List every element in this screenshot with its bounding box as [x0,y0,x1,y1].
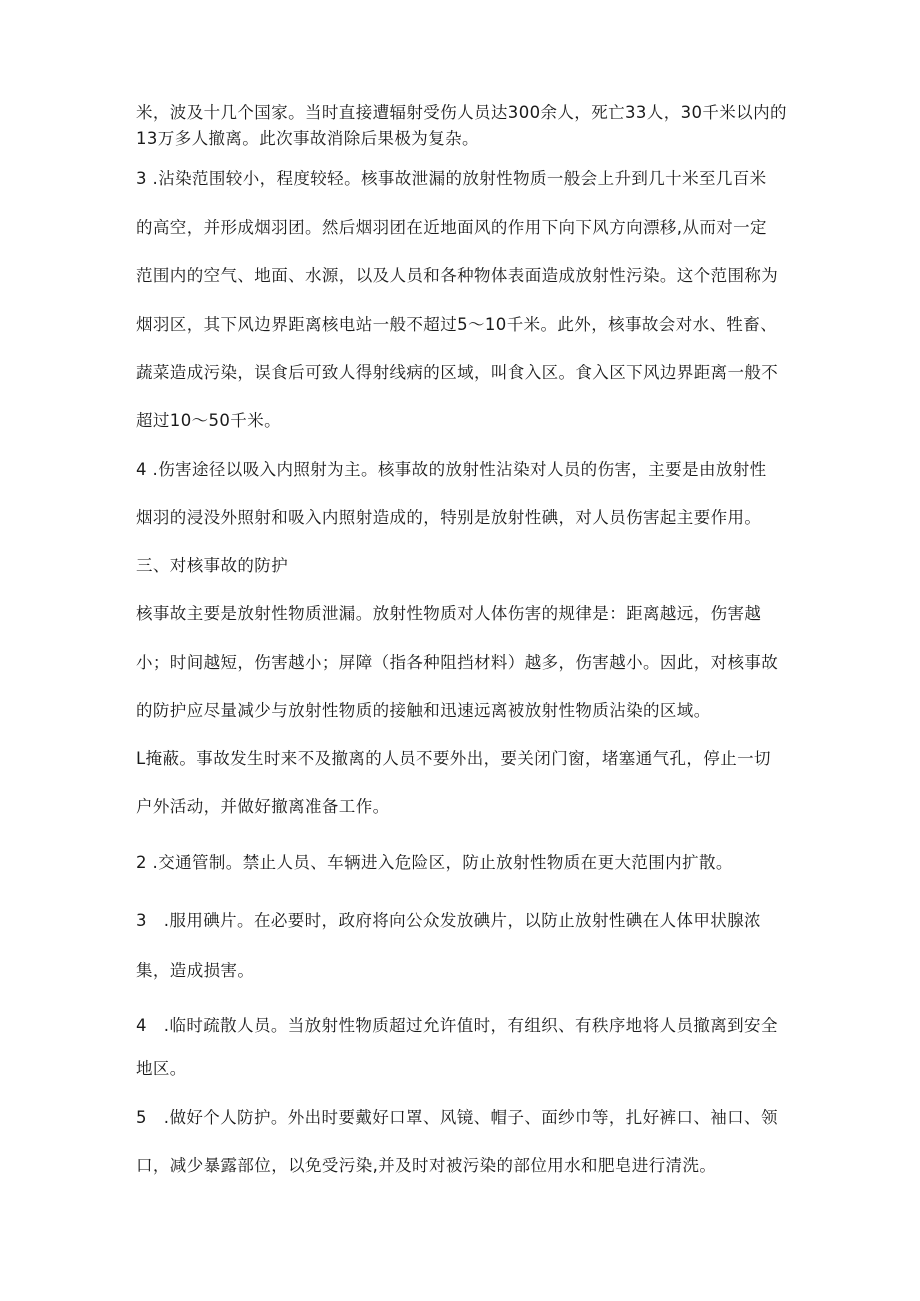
text-line: 的高空，并形成烟羽团。然后烟羽团在近地面风的作用下向下风方向漂移,从而对一定 [136,218,767,237]
text-line: 2 .交通管制。禁止人员、车辆进入危险区，防止放射性物质在更大范围内扩散。 [136,853,733,872]
text-line: 口，减少暴露部位，以免受污染,并及时对被污染的部位用水和肥皂进行清洗。 [136,1156,717,1175]
text-line: 核事故主要是放射性物质泄漏。放射性物质对人体伤害的规律是：距离越远，伤害越 [136,604,762,623]
text-line: 烟羽的浸没外照射和吸入内照射造成的，特别是放射性碘，对人员伤害起主要作用。 [136,508,762,527]
text-line: 3 .沾染范围较小，程度较轻。核事故泄漏的放射性物质一般会上升到几十米至几百米 [136,169,767,188]
text-line: 蔬菜造成污染，误食后可致人得射线病的区域，叫食入区。食入区下风边界距离一般不 [136,363,779,382]
text-line: 13万多人撤离。此次事故消除后果极为复杂。 [136,129,479,148]
text-line: 地区。 [136,1059,187,1078]
text-line: 4 .伤害途径以吸入内照射为主。核事故的放射性沾染对人员的伤害，主要是由放射性 [136,460,767,479]
text-line: L掩蔽。事故发生时来不及撤离的人员不要外出，要关闭门窗，堵塞通气孔，停止一切 [136,749,771,768]
text-line: 米，波及十几个国家。当时直接遭辐射受伤人员达300余人，死亡33人，30千米以内的 [136,103,787,122]
text-line: 超过10～50千米。 [136,411,281,430]
text-line: 范围内的空气、地面、水源，以及人员和各种物体表面造成放射性污染。这个范围称为 [136,266,779,285]
text-line: 小；时间越短，伤害越小；屏障（指各种阻挡材料）越多，伤害越小。因此，对核事故 [136,653,779,672]
text-line: 5 .做好个人防护。外出时要戴好口罩、风镜、帽子、面纱巾等，扎好裤口、袖口、领 [136,1108,778,1127]
text-line: 4 .临时疏散人员。当放射性物质超过允许值时，有组织、有秩序地将人员撤离到安全 [136,1016,778,1035]
section-heading: 三、对核事故的防护 [136,556,289,575]
text-line: 户外活动，并做好撤离准备工作。 [136,797,390,816]
text-line: 的防护应尽量减少与放射性物质的接触和迅速远离被放射性物质沾染的区域。 [136,701,711,720]
text-line: 烟羽区，其下风边界距离核电站一般不超过5～10千米。此外，核事故会对水、牲畜、 [136,315,778,334]
text-line: 集，造成损害。 [136,961,255,980]
text-line: 3 .服用碘片。在必要时，政府将向公众发放碘片，以防止放射性碘在人体甲状腺浓 [136,911,761,930]
